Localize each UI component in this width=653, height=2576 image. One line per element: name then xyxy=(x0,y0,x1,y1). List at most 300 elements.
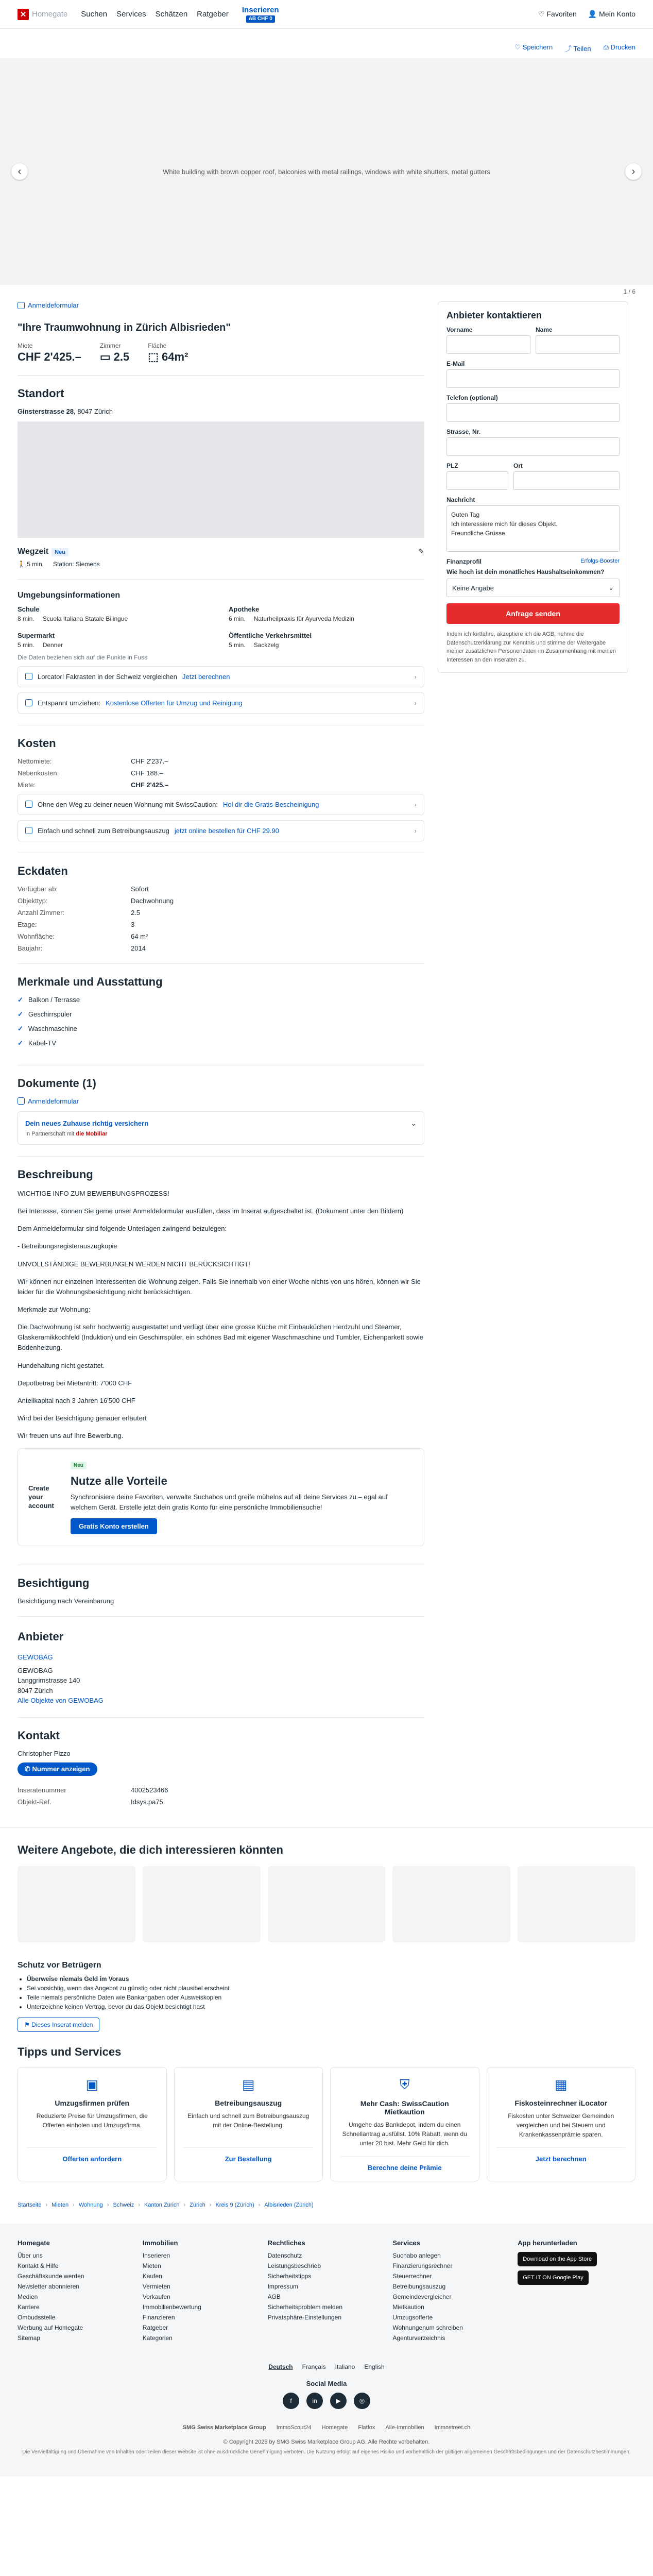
fraud-item: • Teile niemals persönliche Daten wie Bankangaben oder Ausweiskopien xyxy=(27,1994,635,2001)
description-paragraph: UNVOLLSTÄNDIGE BEWERBUNGEN WERDEN NICHT BERÜCKSICHTIGT! xyxy=(18,1260,250,1268)
account-promo xyxy=(18,1448,424,1546)
description-paragraph: Wir können nur einzelnen Interessenten die Wohnung zeigen. Falls Sie innerhalb von einer Woche nichts von uns hören, können wir Sie leider für die Wohnungsbesichtigung nicht berücksichtigen. xyxy=(18,1277,421,1296)
footer-link[interactable]: Betreibungsauszug xyxy=(392,2282,446,2290)
rooms-icon: ▭ xyxy=(99,350,111,363)
provider-all-link[interactable]: Alle Objekte von GEWOBAG xyxy=(18,1697,104,1705)
account-button[interactable] xyxy=(588,10,635,19)
breadcrumb-sep: › xyxy=(209,2201,212,2208)
footer-link[interactable]: Newsletter abonnieren xyxy=(18,2282,80,2290)
last-name-input[interactable] xyxy=(536,335,620,354)
debt-extract-link[interactable]: jetzt online bestellen für CHF 29.90 xyxy=(174,826,279,835)
tip-link[interactable]: Zur Bestellung xyxy=(184,2147,314,2163)
footer-link[interactable]: Sitemap xyxy=(18,2334,41,2342)
offer-card-placeholder[interactable] xyxy=(392,1866,510,1942)
list-item xyxy=(18,1039,424,1047)
breadcrumb-sep: › xyxy=(258,2201,261,2208)
zip-label: PLZ xyxy=(446,462,458,469)
chevron-down-icon: ⌄ xyxy=(608,584,614,591)
breadcrumb-item[interactable]: Schweiz xyxy=(113,2201,134,2208)
tip-text: Fiskosten unter Schweizer Gemeinden vergleichen und bei Steuern und Krankenkassenprämie sparen. xyxy=(508,2112,614,2138)
tip-link[interactable]: Berechne deine Prämie xyxy=(340,2156,470,2172)
tip-text: Einfach und schnell zum Betreibungsauszug mit der Online-Bestellung. xyxy=(187,2112,310,2129)
costs-title: Kosten xyxy=(18,736,56,750)
show-number-label: Nummer anzeigen xyxy=(32,1765,90,1773)
footer-col-title: Services xyxy=(392,2239,420,2247)
favorites-label: Favoriten xyxy=(546,10,577,18)
shield-icon: ⛨ xyxy=(399,2076,410,2092)
description-paragraph: Wird bei der Besichtigung genauer erläutert xyxy=(18,1414,147,1422)
brand-item[interactable]: Homegate xyxy=(321,2424,348,2431)
footer-link[interactable]: Steuerrechner xyxy=(392,2272,432,2280)
new-badge: Neu xyxy=(51,548,68,556)
insert-badge: AB CHF 0 xyxy=(246,15,275,23)
contact-form xyxy=(438,301,628,673)
tip-link[interactable]: Offerten anfordern xyxy=(27,2147,157,2163)
description-paragraph: Die Dachwohnung ist sehr hochwertig ausgestattet und verfügt über eine grosse Küche mit Einbauküchen Herdzuhl und Steamer, Glaskeramikkochfeld (Induktion) und ein Geschirrspüler, ein schönes Bad mit eigener Waschmaschine und Tumbler, Eichenparkett sowie Bodenheizung. xyxy=(18,1323,423,1352)
share-label: Teilen xyxy=(573,45,591,53)
insert-button[interactable] xyxy=(242,6,279,23)
provider-title: Anbieter xyxy=(18,1630,64,1643)
phone-input[interactable] xyxy=(446,403,620,422)
footer-link[interactable]: Sicherheitsproblem melden xyxy=(267,2303,342,2311)
transport-time: 5 min. xyxy=(229,641,246,649)
insurance-title[interactable]: Dein neues Zuhause richtig versichern xyxy=(25,1120,149,1127)
breadcrumb-item[interactable]: Startseite xyxy=(18,2201,42,2208)
description-paragraph: Hundehaltung nicht gestattet. xyxy=(18,1361,105,1369)
contact-form-title: Anbieter kontaktieren xyxy=(446,310,542,320)
check-icon: ✓ xyxy=(18,995,23,1004)
tax-info-box[interactable] xyxy=(18,666,424,687)
footer-link[interactable]: Mietkaution xyxy=(392,2303,424,2311)
footer-link[interactable]: Leistungsbeschrieb xyxy=(267,2262,321,2269)
gallery-prev-button[interactable]: ‹ xyxy=(11,163,28,180)
footer-col-title: Homegate xyxy=(18,2239,50,2247)
footer-link[interactable]: Datenschutz xyxy=(267,2251,302,2259)
household-select[interactable] xyxy=(446,579,620,597)
offer-card-placeholder[interactable] xyxy=(518,1866,635,1942)
account-label: Mein Konto xyxy=(599,10,635,18)
features-table xyxy=(18,885,424,952)
brand-item[interactable]: Immostreet.ch xyxy=(434,2424,471,2431)
obj-ref-label: Objekt-Ref. xyxy=(18,1798,51,1806)
first-name-input[interactable] xyxy=(446,335,530,354)
nav-search[interactable]: Suchen xyxy=(81,10,108,19)
print-icon: ⎙ xyxy=(603,43,611,51)
breadcrumb-sep: › xyxy=(107,2201,109,2208)
deposit-text: Ohne den Weg zu deiner neuen Wohnung mit SwissCaution: xyxy=(38,800,218,808)
box-icon: ▣ xyxy=(85,2076,99,2092)
footer-link[interactable]: Ratgeber xyxy=(142,2324,168,2331)
description-paragraph: WICHTIGE INFO ZUM BEWERBUNGSPROZESS! xyxy=(18,1190,169,1197)
footer-link[interactable]: Agenturverzeichnis xyxy=(392,2334,445,2342)
pharmacy-name: Naturheilpraxis für Ayurveda Medizin xyxy=(253,615,354,622)
breadcrumb-sep: › xyxy=(138,2201,141,2208)
shield-icon xyxy=(25,801,32,808)
save-button[interactable] xyxy=(514,43,553,53)
breadcrumb-item[interactable]: Kanton Zürich xyxy=(144,2201,180,2208)
listing-facts xyxy=(18,342,424,364)
breadcrumb-item[interactable]: Albisrieden (Zürich) xyxy=(264,2201,314,2208)
tip-title: Fiskosteinrechner iLocator xyxy=(514,2098,608,2107)
document-icon xyxy=(18,1097,25,1105)
favorites-button[interactable] xyxy=(538,10,577,19)
save-label: Speichern xyxy=(522,43,553,51)
footer-col-title: Immobilien xyxy=(142,2239,178,2247)
description-paragraph: Bei Interesse, können Sie gerne unser Anmeldeformular ausfüllen, dass im Inserat aufgeschaltet ist. (Dokument unter den Bildern) xyxy=(18,1207,404,1215)
footer-link[interactable]: Wohnungenum schreiben xyxy=(392,2324,463,2331)
total-rent-label: Miete: xyxy=(18,781,36,789)
footer-link[interactable]: Finanzieren xyxy=(142,2313,175,2321)
chevron-right-icon: › xyxy=(414,800,417,808)
breadcrumb-item[interactable]: Zürich xyxy=(190,2201,205,2208)
household-value: Keine Angabe xyxy=(452,584,494,592)
social-title: Social Media xyxy=(306,2379,347,2387)
chevron-down-icon: ⌄ xyxy=(410,1119,417,1127)
edit-icon[interactable]: ✎ xyxy=(418,547,424,555)
brand-item[interactable]: ImmoScout24 xyxy=(276,2424,312,2431)
document-icon: ▤ xyxy=(242,2076,255,2092)
market-time: 5 min. xyxy=(18,641,35,649)
print-label: Drucken xyxy=(610,43,635,51)
provider-street: Langgrimstrasse 140 xyxy=(18,1676,80,1685)
fraud-item: • Unterzeichne keinen Vertrag, bevor du das Objekt besichtigt hast xyxy=(27,2003,635,2010)
footer-col-title: App herunterladen xyxy=(518,2239,577,2247)
footer-link[interactable]: Sicherheitstipps xyxy=(267,2272,312,2280)
footer-link[interactable]: Finanzierungsrechner xyxy=(392,2262,453,2269)
tips-title: Tipps und Services xyxy=(18,2045,122,2058)
google-play-button[interactable]: GET IT ON Google Play xyxy=(518,2270,589,2285)
message-textarea[interactable]: Guten Tag Ich interessiere mich für dieses Objekt. Freundliche Grüsse xyxy=(446,505,620,552)
footer-link[interactable]: Kategorien xyxy=(142,2334,173,2342)
account-promo-title: Nutze alle Vorteile xyxy=(71,1475,167,1488)
school-name: Scuola Italiana Statale Bilingue xyxy=(42,615,128,622)
equipment-label: Kabel-TV xyxy=(28,1039,57,1047)
lang-it[interactable]: Italiano xyxy=(335,2363,355,2370)
form-link[interactable] xyxy=(18,301,79,309)
more-offers-title: Weitere Angebote, die dich interessieren könnten xyxy=(18,1843,283,1856)
lang-fr[interactable]: Français xyxy=(302,2363,326,2370)
calculator-icon xyxy=(25,673,32,680)
feature-value: 64 m² xyxy=(131,932,148,940)
brand-item[interactable]: Alle-Immobilien xyxy=(385,2424,424,2431)
town-label: Ort xyxy=(513,462,523,469)
brand-item[interactable]: SMG Swiss Marketplace Group xyxy=(182,2424,266,2431)
route-station: Station: Siemens xyxy=(53,560,100,568)
provider-logo[interactable]: GEWOBAG xyxy=(18,1653,53,1662)
route-title: Wegzeit xyxy=(18,547,49,556)
location-city: 8047 Zürich xyxy=(77,407,113,415)
document-icon xyxy=(25,827,32,834)
footer-link[interactable]: Kaufen xyxy=(142,2272,162,2280)
tip-card xyxy=(487,2067,636,2181)
more-offers-list xyxy=(18,1866,635,1942)
chevron-right-icon: › xyxy=(414,826,417,835)
footer-link[interactable]: Ombudsstelle xyxy=(18,2313,56,2321)
viewing-text: Besichtigung nach Vereinbarung xyxy=(18,1597,114,1605)
submit-button[interactable]: Anfrage senden xyxy=(446,603,620,624)
offer-card-placeholder[interactable] xyxy=(143,1866,261,1942)
street-label: Strasse, Nr. xyxy=(446,428,481,435)
area-icon: ⬚ xyxy=(148,350,159,363)
chevron-right-icon: › xyxy=(414,699,417,707)
rent-value: CHF 2'425.– xyxy=(18,350,81,363)
breadcrumb-sep: › xyxy=(45,2201,48,2208)
breadcrumb-item[interactable]: Mieten xyxy=(51,2201,69,2208)
area-label: Fläche xyxy=(148,342,167,349)
moving-info-box[interactable] xyxy=(18,692,424,714)
list-item xyxy=(18,996,424,1004)
school-time: 8 min. xyxy=(18,615,35,622)
tip-text: Reduzierte Preise für Umzugsfirmen, die Offerten einholen und Umzugsfirma. xyxy=(36,2112,148,2129)
feature-value: Sofort xyxy=(131,885,149,893)
street-input[interactable] xyxy=(446,437,620,456)
last-name-label: Name xyxy=(536,326,553,333)
provider-name: GEWOBAG xyxy=(18,1666,53,1674)
net-rent-value: CHF 2'237.– xyxy=(131,757,168,765)
heart-icon: ♡ xyxy=(514,43,523,51)
environment-title: Umgebungsinformationen xyxy=(18,590,121,600)
heart-icon: ♡ xyxy=(538,10,547,18)
fraud-item: • Sei vorsichtig, wenn das Angebot zu günstig oder nicht plausibel erscheint xyxy=(27,1985,635,1992)
gallery-next-button[interactable]: › xyxy=(625,163,642,180)
equipment-label: Waschmaschine xyxy=(28,1025,77,1032)
instagram-icon[interactable]: ◎ xyxy=(354,2393,370,2409)
logo-mark-icon: ✕ xyxy=(18,9,29,20)
footer-link[interactable]: Mieten xyxy=(142,2262,161,2269)
tax-info-link[interactable]: Jetzt berechnen xyxy=(182,672,230,681)
create-account-button[interactable]: Gratis Konto erstellen xyxy=(71,1518,157,1534)
tip-card xyxy=(18,2067,167,2181)
footer-link[interactable]: Immobilienbewertung xyxy=(142,2303,201,2311)
print-button[interactable] xyxy=(604,43,635,53)
market-label: Supermarkt xyxy=(18,631,55,639)
feature-label: Etage: xyxy=(18,920,37,928)
logo[interactable] xyxy=(18,9,67,20)
facebook-icon[interactable]: f xyxy=(283,2393,299,2409)
tip-card xyxy=(330,2067,479,2181)
footer xyxy=(0,2224,653,2477)
tip-link[interactable]: Jetzt berechnen xyxy=(496,2147,626,2163)
offer-card-placeholder[interactable] xyxy=(18,1866,135,1942)
rooms-label: Zimmer xyxy=(99,342,121,349)
moving-info-text: Entspannt umziehen: xyxy=(38,699,101,707)
feature-value: 3 xyxy=(131,920,135,928)
description-title: Beschreibung xyxy=(18,1168,93,1181)
feature-label: Wohnfläche: xyxy=(18,932,55,940)
deposit-box[interactable] xyxy=(18,794,424,815)
brand-list xyxy=(18,2425,635,2431)
new-badge: Neu xyxy=(71,1462,87,1469)
deposit-link[interactable]: Hol dir die Gratis-Bescheinigung xyxy=(223,800,319,808)
account-promo-text: Synchronisiere deine Favoriten, verwalte Suchabos und greife mühelos auf all deine Services zu – egal auf welchem Gerät. Erstelle jetzt dein gratis Konto für eine persönliche Immobiliensuche! xyxy=(71,1493,388,1511)
description-paragraph: Merkmale zur Wohnung: xyxy=(18,1305,91,1313)
zip-input[interactable] xyxy=(446,471,508,490)
report-button[interactable] xyxy=(18,2018,99,2032)
feature-label: Objekttyp: xyxy=(18,896,48,905)
feature-label: Verfügbar ab: xyxy=(18,885,58,893)
footer-link[interactable]: Medien xyxy=(18,2293,38,2300)
net-rent-label: Nettomiete: xyxy=(18,757,52,765)
documents-title: Dokumente (1) xyxy=(18,1076,96,1090)
main-nav xyxy=(81,10,229,19)
equipment-title: Merkmale und Ausstattung xyxy=(18,975,163,988)
walk-icon: 🚶 xyxy=(18,560,27,568)
user-icon: 👤 xyxy=(588,10,599,18)
document-icon xyxy=(18,302,25,309)
nav-guide[interactable]: Ratgeber xyxy=(197,10,229,19)
offer-card-placeholder[interactable] xyxy=(268,1866,386,1942)
map[interactable] xyxy=(18,421,424,538)
listing-title: "Ihre Traumwohnung in Zürich Albisrieden" xyxy=(18,321,231,333)
equipment-label: Balkon / Terrasse xyxy=(28,996,80,1004)
tip-text: Umgehe das Bankdepot, indem du einen Schnellantrag ausfüllst. 10% Rabatt, wenn du unter 20 bist. Mehr Geld für dich. xyxy=(342,2121,467,2147)
location-address: Ginsterstrasse 28, xyxy=(18,407,76,415)
list-item xyxy=(18,1010,424,1019)
chevron-right-icon: › xyxy=(414,672,417,681)
footer-link[interactable]: Verkaufen xyxy=(142,2293,170,2300)
environment-note: Die Daten beziehen sich auf die Punkte in Fuss xyxy=(18,653,148,661)
finance-link[interactable]: Erfolgs-Booster xyxy=(580,558,620,564)
tip-title: Umzugsfirmen prüfen xyxy=(55,2098,130,2107)
description-paragraph: Dem Anmeldeformular sind folgende Unterlagen zwingend beizulegen: xyxy=(18,1225,227,1233)
fraud-item: • Überweise niemals Geld im Voraus xyxy=(27,1975,635,1982)
feature-value: 2.5 xyxy=(131,908,141,917)
finance-label: Finanzprofil xyxy=(446,558,482,565)
footer-link[interactable]: Werbung auf Homegate xyxy=(18,2324,83,2331)
language-switcher xyxy=(18,2363,635,2370)
partner-text: In Partnerschaft mit xyxy=(25,1131,75,1137)
tip-title: Mehr Cash: SwissCaution Mietkaution xyxy=(360,2099,449,2116)
footer-link[interactable]: Karriere xyxy=(18,2303,40,2311)
feature-label: Anzahl Zimmer: xyxy=(18,908,65,917)
footer-col-title: Rechtliches xyxy=(267,2239,305,2247)
footer-link[interactable]: Über uns xyxy=(18,2251,43,2259)
linkedin-icon[interactable]: in xyxy=(306,2393,323,2409)
insert-label: Inserieren xyxy=(242,5,279,14)
truck-icon xyxy=(25,699,32,706)
gallery-counter: 1 / 6 xyxy=(623,288,635,295)
account-promo-left: Create your account xyxy=(28,1484,54,1510)
features-title: Eckdaten xyxy=(18,864,68,877)
description-paragraph: Wir freuen uns auf Ihre Bewerbung. xyxy=(18,1432,124,1440)
disclaimer: Die Vervielfältigung und Übernahme von Inhalten oder Teilen dieser Website ist ohne ausdrückliche Genehmigung verboten. Die Nutzung erfolgt auf eigenes Risiko und vorbehaltlich der gültigen allgemeinen Geschäftsbedingungen und der Datenschutzbestimmungen. xyxy=(22,2449,631,2455)
lang-de[interactable]: Deutsch xyxy=(268,2363,293,2370)
pharmacy-label: Apotheke xyxy=(229,605,260,613)
pharmacy-time: 6 min. xyxy=(229,615,246,622)
partner-logo: die Mobiliar xyxy=(76,1131,108,1137)
debt-extract-text: Einfach und schnell zum Betreibungsauszug xyxy=(38,826,169,835)
area-value: 64m² xyxy=(162,350,188,363)
list-item xyxy=(18,1025,424,1033)
fraud-title: Schutz vor Betrügern xyxy=(18,1960,101,1970)
footer-link[interactable]: Inserieren xyxy=(142,2251,170,2259)
copyright: © Copyright 2025 by SMG Swiss Marketplace Group AG. Alle Rechte vorbehalten. xyxy=(223,2438,430,2445)
form-link-label: Anmeldeformular xyxy=(28,301,79,309)
footer-link[interactable]: Privatsphäre-Einstellungen xyxy=(267,2313,342,2321)
youtube-icon[interactable]: ▶ xyxy=(330,2393,347,2409)
gallery-image-alt: White building with brown copper roof, balconies with metal railings, windows with white shutters, metal gutters xyxy=(163,167,490,176)
equipment-label: Geschirrspüler xyxy=(28,1010,72,1018)
legal-text: Indem ich fortfahre, akzeptiere ich die AGB, nehme die Datenschutzerklärung zur Kenntnis und stimme der Weitergabe meiner zusätzlichen Personendaten im Zusammenhang mit meinen Interessen an den Inseraten zu. xyxy=(446,631,616,663)
school-label: Schule xyxy=(18,605,40,613)
household-question: Wie hoch ist dein monatliches Haushaltseinkommen? xyxy=(446,568,605,575)
market-name: Denner xyxy=(42,641,63,649)
rent-label: Miete xyxy=(18,342,33,349)
check-icon: ✓ xyxy=(18,1039,23,1047)
rooms-value: 2.5 xyxy=(113,350,130,363)
nav-estimate[interactable]: Schätzen xyxy=(155,10,188,19)
location-title: Standort xyxy=(18,386,64,400)
ref-label: Inseratenummer xyxy=(18,1786,66,1794)
share-button[interactable] xyxy=(565,43,591,53)
breadcrumb-sep: › xyxy=(183,2201,186,2208)
breadcrumb-item[interactable]: Kreis 9 (Zürich) xyxy=(215,2201,254,2208)
insurance-box[interactable] xyxy=(18,1111,424,1145)
footer-link[interactable]: Impressum xyxy=(267,2282,298,2290)
moving-info-link[interactable]: Kostenlose Offerten für Umzug und Reinigung xyxy=(106,699,243,707)
extra-costs-label: Nebenkosten: xyxy=(18,769,59,777)
contact-title: Kontakt xyxy=(18,1728,60,1742)
tax-info-text: Lorcator! Fakrasten in der Schweiz vergleichen xyxy=(38,672,177,681)
breadcrumb xyxy=(18,2202,635,2224)
message-label: Nachricht xyxy=(446,496,475,503)
footer-link[interactable]: Suchabo anlegen xyxy=(392,2251,441,2259)
show-number-button[interactable] xyxy=(18,1762,97,1776)
feature-value: 2014 xyxy=(131,944,146,952)
calculator-icon: ▦ xyxy=(554,2076,568,2092)
report-label: Dieses Inserat melden xyxy=(31,2021,93,2028)
image-gallery[interactable] xyxy=(0,58,653,285)
contact-person: Christopher Pizzo xyxy=(18,1749,71,1757)
brand-item[interactable]: Flatfox xyxy=(358,2424,375,2431)
ref-value: 4002523466 xyxy=(131,1786,168,1794)
town-input[interactable] xyxy=(513,471,620,490)
top-header xyxy=(0,0,653,29)
phone-label: Telefon (optional) xyxy=(446,394,498,401)
footer-link[interactable]: Umzugsofferte xyxy=(392,2313,433,2321)
description-paragraph: Anteilkapital nach 3 Jahren 16'500 CHF xyxy=(18,1396,135,1404)
check-icon: ✓ xyxy=(18,1010,23,1018)
obj-ref-value: Idsys.pa75 xyxy=(131,1798,163,1806)
description-paragraph: - Betreibungsregisterauszugkopie xyxy=(18,1242,117,1250)
email-input[interactable] xyxy=(446,369,620,388)
phone-icon: ✆ xyxy=(25,1765,32,1773)
nav-services[interactable]: Services xyxy=(116,10,146,19)
lang-en[interactable]: English xyxy=(364,2363,385,2370)
breadcrumb-sep: › xyxy=(73,2201,75,2208)
footer-link[interactable]: Kontakt & Hilfe xyxy=(18,2262,59,2269)
debt-extract-box[interactable] xyxy=(18,820,424,841)
footer-link[interactable]: Gemeindevergleicher xyxy=(392,2293,452,2300)
footer-link[interactable]: AGB xyxy=(267,2293,281,2300)
transport-name: Sackzelg xyxy=(253,641,279,649)
logo-sub: Homegate xyxy=(32,10,68,19)
app-store-button[interactable]: Download on the App Store xyxy=(518,2252,597,2266)
flag-icon: ⚑ xyxy=(24,2021,32,2028)
email-label: E-Mail xyxy=(446,360,465,367)
footer-link[interactable]: Vermieten xyxy=(142,2282,170,2290)
feature-label: Baujahr: xyxy=(18,944,43,952)
document-link-label: Anmeldeformular xyxy=(28,1097,79,1105)
provider-city: 8047 Zürich xyxy=(18,1686,53,1694)
share-icon: ⤴ xyxy=(565,45,574,53)
viewing-title: Besichtigung xyxy=(18,1577,90,1590)
footer-link[interactable]: Geschäftskunde werden xyxy=(18,2272,84,2280)
extra-costs-value: CHF 188.– xyxy=(131,769,163,777)
description-paragraph: Depotbetrag bei Mietantritt: 7'000 CHF xyxy=(18,1379,132,1387)
breadcrumb-item[interactable]: Wohnung xyxy=(78,2201,103,2208)
document-link[interactable] xyxy=(18,1097,79,1105)
